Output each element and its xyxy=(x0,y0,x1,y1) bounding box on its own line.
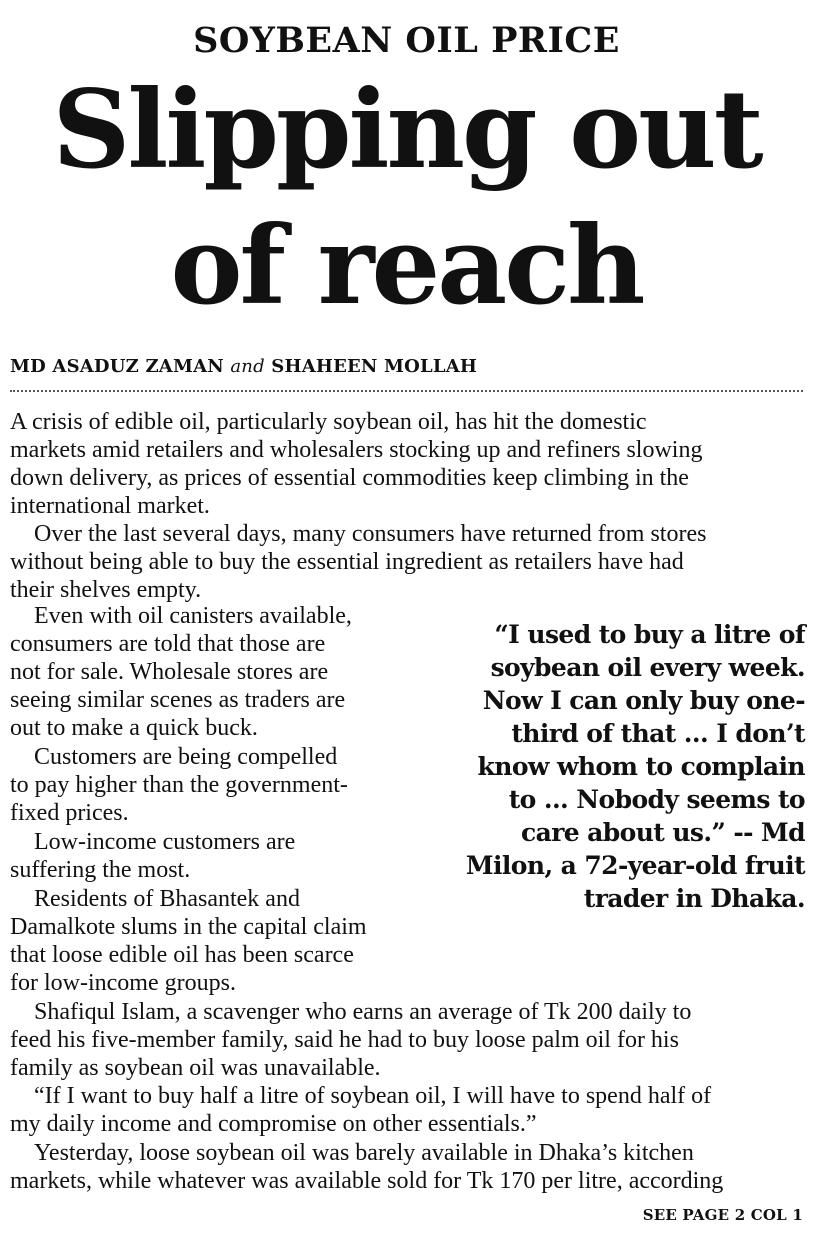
text-line: international market. xyxy=(10,493,210,519)
text-line: feed his five-member family, said he had to buy loose palm oil for his xyxy=(10,1027,679,1053)
text-line: Customers are being compelled xyxy=(10,744,338,770)
text-line: without being able to buy the essential ingredient as retailers have had xyxy=(10,549,684,575)
text-line: that loose edible oil has been scarce xyxy=(10,942,354,968)
pull-quote-line: care about us.” -- Md xyxy=(520,818,805,847)
pull-quote-line: Milon, a 72-year-old fruit xyxy=(465,851,805,880)
text-line: Yesterday, loose soybean oil was barely available in Dhaka’s kitchen xyxy=(10,1140,694,1166)
text-line: Shafiqul Islam, a scavenger who earns an average of Tk 200 daily to xyxy=(10,999,692,1025)
pull-quote-line: third of that ... I don’t xyxy=(511,719,805,748)
headline xyxy=(0,62,813,334)
dotted-divider xyxy=(10,390,803,392)
pull-quote-line: soybean oil every week. xyxy=(490,653,805,682)
jump-line: SEE PAGE 2 COL 1 xyxy=(642,1206,803,1224)
text-line: fixed prices. xyxy=(10,800,129,826)
pull-quote-line: Now I can only buy one- xyxy=(482,686,805,715)
text-line: my daily income and compromise on other essentials.” xyxy=(10,1111,537,1137)
text-line: “If I want to buy half a litre of soybean oil, I will have to spend half of xyxy=(10,1083,712,1109)
author-name: SHAHEEN MOLLAH xyxy=(271,356,478,377)
body-paragraph xyxy=(10,828,295,884)
body-paragraph xyxy=(10,602,352,742)
byline xyxy=(10,356,477,377)
text-line: Over the last several days, many consumers have returned from stores xyxy=(10,521,707,547)
text-line: out to make a quick buck. xyxy=(10,715,258,741)
pull-quote-line: “I used to buy a litre of xyxy=(494,620,805,649)
body-paragraph xyxy=(10,1139,723,1195)
body-paragraph xyxy=(10,885,367,997)
author-name: MD ASADUZ ZAMAN xyxy=(10,356,224,377)
text-line: A crisis of edible oil, particularly soybean oil, has hit the domestic xyxy=(10,409,647,435)
text-line: for low-income groups. xyxy=(10,970,236,996)
text-line: markets, while whatever was available sold for Tk 170 per litre, according xyxy=(10,1168,724,1194)
text-line: their shelves empty. xyxy=(10,577,202,603)
text-line: not for sale. Wholesale stores are xyxy=(10,659,329,685)
text-line: Even with oil canisters available, xyxy=(10,603,352,629)
headline-line: Slipping out xyxy=(52,67,761,193)
text-line: markets amid retailers and wholesalers stocking up and refiners slowing xyxy=(10,437,703,463)
headline-line: of reach xyxy=(170,203,643,329)
text-line: Residents of Bhasantek and xyxy=(10,886,300,912)
pull-quote-line: trader in Dhaka. xyxy=(583,884,805,913)
body-paragraph xyxy=(10,743,348,827)
text-line: down delivery, as prices of essential commodities keep climbing in the xyxy=(10,465,689,491)
text-line: seeing similar scenes as traders are xyxy=(10,687,346,713)
kicker: SOYBEAN OIL PRICE xyxy=(193,20,620,61)
text-line: suffering the most. xyxy=(10,857,191,883)
body-paragraph xyxy=(10,1082,711,1138)
text-line: Low-income customers are xyxy=(10,829,296,855)
text-line: consumers are told that those are xyxy=(10,631,326,657)
pull-quote-line: know whom to complain xyxy=(477,752,805,781)
body-paragraph xyxy=(10,998,691,1082)
body-paragraph xyxy=(10,520,706,604)
byline-conjunction: and xyxy=(230,356,265,377)
pull-quote xyxy=(420,618,805,915)
text-line: to pay higher than the government- xyxy=(10,772,348,798)
pull-quote-line: to ... Nobody seems to xyxy=(508,785,805,814)
body-paragraph xyxy=(10,408,702,520)
text-line: Damalkote slums in the capital claim xyxy=(10,914,367,940)
text-line: family as soybean oil was unavailable. xyxy=(10,1055,381,1081)
